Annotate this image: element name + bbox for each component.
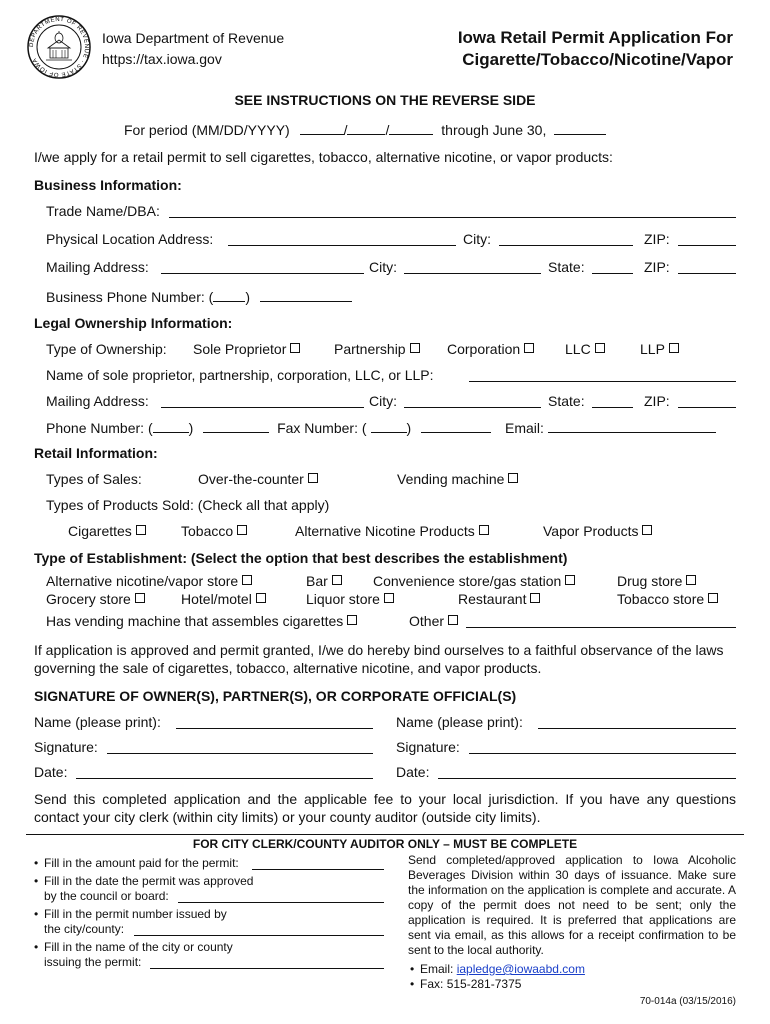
option-tobacco-store[interactable] xyxy=(617,591,718,607)
sales-type-label: Types of Sales: xyxy=(46,471,142,487)
date-field-1[interactable] xyxy=(76,778,373,779)
signature-label-2: Signature: xyxy=(396,739,460,755)
checkbox[interactable] xyxy=(237,525,247,535)
checkbox[interactable] xyxy=(669,343,679,353)
clerk-instructions: Send completed/approved application to Iowa Alcoholic Beverages Division within 30 days of issuance. Make sure the information on the application is complete and accurate. A copy of the permit does not need to be sent; only the application is required. It is preferred that applications are sent via email, as this allows for a receipt confirmation to be sent to the local authority. xyxy=(408,853,736,957)
option-other[interactable] xyxy=(409,613,458,629)
period-month-field[interactable] xyxy=(300,120,344,135)
legal-fax-number-field[interactable] xyxy=(421,418,491,433)
legal-fax-label: Fax Number: ( xyxy=(277,420,367,436)
checkbox[interactable] xyxy=(686,575,696,585)
signature-field-1[interactable] xyxy=(107,753,373,754)
fax-label: Fax: xyxy=(420,977,444,991)
option-label: Grocery store xyxy=(46,591,131,607)
legal-phone-label: Phone Number: ( xyxy=(46,420,153,436)
clerk-item-permit-cont: the city/county: xyxy=(44,922,125,936)
other-field[interactable] xyxy=(466,627,736,628)
legal-mailing-label: Mailing Address: xyxy=(46,393,149,409)
svg-text:DEPARTMENT OF REVENUE · STATE xyxy=(29,17,89,77)
period-through: through June 30, xyxy=(441,122,547,138)
option-label: Bar xyxy=(306,573,328,589)
option-label: Alternative nicotine/vapor store xyxy=(46,573,239,589)
date-label-2: Date: xyxy=(396,764,430,780)
paren: ) xyxy=(245,289,250,305)
option-tobacco[interactable] xyxy=(181,523,247,539)
mailing-address-label: Mailing Address: xyxy=(46,259,149,275)
bullet-icon: • xyxy=(410,962,415,976)
option-label: Corporation xyxy=(447,341,521,357)
trade-name-label: Trade Name/DBA: xyxy=(46,203,160,219)
bullet-icon: • xyxy=(34,907,39,921)
legal-mailing-field[interactable] xyxy=(161,407,364,408)
name-print-label-1: Name (please print): xyxy=(34,714,161,730)
abd-fax xyxy=(410,977,521,992)
abd-fax-number: 515-281-7375 xyxy=(446,977,522,991)
business-phone-row xyxy=(46,287,352,305)
products-label: Types of Products Sold: (Check all that apply) xyxy=(46,497,330,513)
legal-email-label: Email: xyxy=(504,420,544,436)
mailing-state-label: State: xyxy=(548,259,585,275)
mailing-state-field[interactable] xyxy=(592,273,633,274)
physical-address-label: Physical Location Address: xyxy=(46,231,214,247)
business-phone-area-field[interactable] xyxy=(213,287,245,302)
option-partnership[interactable] xyxy=(334,341,420,357)
period-row xyxy=(124,120,606,138)
option-label: Liquor store xyxy=(306,591,380,607)
checkbox[interactable] xyxy=(708,593,718,603)
checkbox[interactable] xyxy=(135,593,145,603)
option-vapor[interactable] xyxy=(543,523,652,539)
business-phone-number-field[interactable] xyxy=(260,287,352,302)
option-sole-proprietor[interactable] xyxy=(193,341,300,357)
checkbox[interactable] xyxy=(384,593,394,603)
period-end-year-field[interactable] xyxy=(554,120,606,135)
checkbox[interactable] xyxy=(410,343,420,353)
checkbox[interactable] xyxy=(508,473,518,483)
signature-heading: SIGNATURE OF OWNER(S), PARTNER(S), OR CORPORATE OFFICIAL(S) xyxy=(34,688,517,704)
amount-paid-field[interactable] xyxy=(252,869,384,870)
signature-field-2[interactable] xyxy=(469,753,736,754)
physical-zip-label: ZIP: xyxy=(644,231,670,247)
intro-text: I/we apply for a retail permit to sell cigarettes, tobacco, alternative nicotine, or vapor products: xyxy=(34,149,613,165)
ownership-type-label: Type of Ownership: xyxy=(46,341,167,357)
checkbox[interactable] xyxy=(530,593,540,603)
period-sep: / xyxy=(385,122,390,138)
legal-fax-area-field[interactable] xyxy=(371,418,407,433)
city-county-name-field[interactable] xyxy=(150,968,384,969)
checkbox[interactable] xyxy=(332,575,342,585)
mailing-zip-field[interactable] xyxy=(678,273,736,274)
option-over-the-counter[interactable] xyxy=(198,471,318,487)
period-year-field[interactable] xyxy=(389,120,433,135)
legal-city-label: City: xyxy=(369,393,397,409)
approval-date-field[interactable] xyxy=(178,902,384,903)
period-day-field[interactable] xyxy=(347,120,385,135)
option-label: Alternative Nicotine Products xyxy=(295,523,475,539)
paren: ) xyxy=(188,420,194,436)
mailing-city-label: City: xyxy=(369,259,397,275)
seal-lettering: DEPARTMENT OF REVENUE · STATE OF IOWA xyxy=(28,16,90,78)
option-vending-machine[interactable] xyxy=(397,471,518,487)
bullet-icon: • xyxy=(34,874,39,888)
bullet-icon: • xyxy=(34,856,39,870)
clerk-item-label: Fill in the date the permit was approved xyxy=(44,874,254,888)
option-label: Convenience store/gas station xyxy=(373,573,562,589)
legal-state-field[interactable] xyxy=(592,407,633,408)
option-label: Has vending machine that assembles cigarettes xyxy=(46,613,344,629)
option-label: Drug store xyxy=(617,573,683,589)
option-label: Other xyxy=(409,613,445,629)
name-print-field-1[interactable] xyxy=(176,728,373,729)
clerk-item-label: Fill in the permit number issued by xyxy=(44,907,227,921)
option-llp[interactable] xyxy=(640,341,679,357)
option-bar[interactable] xyxy=(306,573,342,589)
clerk-item-permit-number xyxy=(34,907,227,922)
period-label: For period (MM/DD/YYYY) xyxy=(124,122,290,138)
checkbox[interactable] xyxy=(347,615,357,625)
physical-address-field[interactable] xyxy=(228,245,456,246)
option-label: Over-the-counter xyxy=(198,471,304,487)
option-drug-store[interactable] xyxy=(617,573,696,589)
legal-phone-row xyxy=(46,418,716,436)
checkbox[interactable] xyxy=(479,525,489,535)
mailing-address-field[interactable] xyxy=(161,273,364,274)
option-alt-nicotine-store[interactable] xyxy=(46,573,252,589)
option-restaurant[interactable] xyxy=(458,591,540,607)
clerk-section-heading: FOR CITY CLERK/COUNTY AUDITOR ONLY – MUST BE COMPLETE xyxy=(26,834,744,851)
business-heading: Business Information: xyxy=(34,177,182,193)
checkbox[interactable] xyxy=(136,525,146,535)
bullet-icon: • xyxy=(34,940,39,954)
name-print-field-2[interactable] xyxy=(538,728,736,729)
business-phone-label: Business Phone Number: ( xyxy=(46,289,214,305)
checkbox[interactable] xyxy=(242,575,252,585)
period-sep: / xyxy=(343,122,348,138)
checkbox[interactable] xyxy=(642,525,652,535)
department-seal xyxy=(26,14,92,80)
option-convenience-store[interactable] xyxy=(373,573,575,589)
legal-heading: Legal Ownership Information: xyxy=(34,315,233,331)
checkbox[interactable] xyxy=(290,343,300,353)
legal-zip-label: ZIP: xyxy=(644,393,670,409)
send-text: Send this completed application and the applicable fee to your local jurisdiction. If you have any questions contact your city clerk (within city limits) or your county auditor (outside city limits). xyxy=(34,791,736,825)
retail-heading: Retail Information: xyxy=(34,445,158,461)
mailing-city-field[interactable] xyxy=(404,273,541,274)
legal-phone-number-field[interactable] xyxy=(203,418,269,433)
date-label-1: Date: xyxy=(34,764,68,780)
abd-email-link[interactable]: iapledge@iowaabd.com xyxy=(456,962,585,976)
checkbox[interactable] xyxy=(448,615,458,625)
bullet-icon: • xyxy=(410,977,415,991)
option-label: Partnership xyxy=(334,341,406,357)
email-label: Email: xyxy=(420,962,454,976)
physical-city-field[interactable] xyxy=(499,245,633,246)
option-label: Sole Proprietor xyxy=(193,341,287,357)
form-number: 70-014a (03/15/2016) xyxy=(639,996,736,1007)
clerk-item-label: Fill in the amount paid for the permit: xyxy=(44,856,239,870)
option-label: Vapor Products xyxy=(543,523,639,539)
instructions-note: SEE INSTRUCTIONS ON THE REVERSE SIDE xyxy=(234,92,536,108)
clerk-item-amount xyxy=(34,856,239,871)
legal-email-field[interactable] xyxy=(548,418,716,433)
clerk-item-label: Fill in the name of the city or county xyxy=(44,940,233,954)
paren: ) xyxy=(406,420,412,436)
clerk-item-date-cont: by the council or board: xyxy=(44,889,169,903)
permit-number-field[interactable] xyxy=(134,935,384,936)
option-vending-assembles[interactable] xyxy=(46,613,357,629)
checkbox[interactable] xyxy=(256,593,266,603)
physical-city-label: City: xyxy=(463,231,491,247)
option-label: LLP xyxy=(640,341,665,357)
clerk-item-city-cont: issuing the permit: xyxy=(44,955,142,969)
legal-state-label: State: xyxy=(548,393,585,409)
legal-phone-area-field[interactable] xyxy=(153,418,189,433)
checkbox[interactable] xyxy=(565,575,575,585)
option-label: Tobacco store xyxy=(617,591,705,607)
checkbox[interactable] xyxy=(524,343,534,353)
physical-zip-field[interactable] xyxy=(678,245,736,246)
signature-label-1: Signature: xyxy=(34,739,98,755)
option-label: LLC xyxy=(565,341,591,357)
abd-email xyxy=(410,962,585,977)
name-print-label-2: Name (please print): xyxy=(396,714,523,730)
form-title-line2: Cigarette/Tobacco/Nicotine/Vapor xyxy=(462,50,733,69)
legal-city-field[interactable] xyxy=(404,407,541,408)
option-liquor-store[interactable] xyxy=(306,591,394,607)
option-label: Vending machine xyxy=(397,471,505,487)
option-hotel-motel[interactable] xyxy=(181,591,266,607)
clerk-item-city-name xyxy=(34,940,233,955)
option-grocery-store[interactable] xyxy=(46,591,145,607)
agency-name: Iowa Department of Revenue xyxy=(102,30,285,46)
legal-name-label: Name of sole proprietor, partnership, corporation, LLC, or LLP: xyxy=(46,367,434,383)
trade-name-field[interactable] xyxy=(169,217,736,218)
legal-zip-field[interactable] xyxy=(678,407,736,408)
agency-url[interactable]: https://tax.iowa.gov xyxy=(102,51,222,67)
option-label: Cigarettes xyxy=(68,523,132,539)
option-label: Hotel/motel xyxy=(181,591,252,607)
establishment-heading: Type of Establishment: (Select the option that best describes the establishment) xyxy=(34,550,568,566)
legal-name-field[interactable] xyxy=(469,381,736,382)
option-label: Restaurant xyxy=(458,591,527,607)
checkbox[interactable] xyxy=(308,473,318,483)
option-cigarettes[interactable] xyxy=(68,523,146,539)
oath-text: If application is approved and permit granted, I/we do hereby bind ourselves to a faithful observance of the laws governing the sale of cigarettes, tobacco, alternative nicotine, and vapor products. xyxy=(34,642,724,676)
checkbox[interactable] xyxy=(595,343,605,353)
clerk-item-date xyxy=(34,874,253,889)
mailing-zip-label: ZIP: xyxy=(644,259,670,275)
option-label: Tobacco xyxy=(181,523,234,539)
option-llc[interactable] xyxy=(565,341,605,357)
date-field-2[interactable] xyxy=(438,778,736,779)
option-alt-nicotine[interactable] xyxy=(295,523,489,539)
option-corporation[interactable] xyxy=(447,341,534,357)
form-title-line1: Iowa Retail Permit Application For xyxy=(457,28,733,47)
